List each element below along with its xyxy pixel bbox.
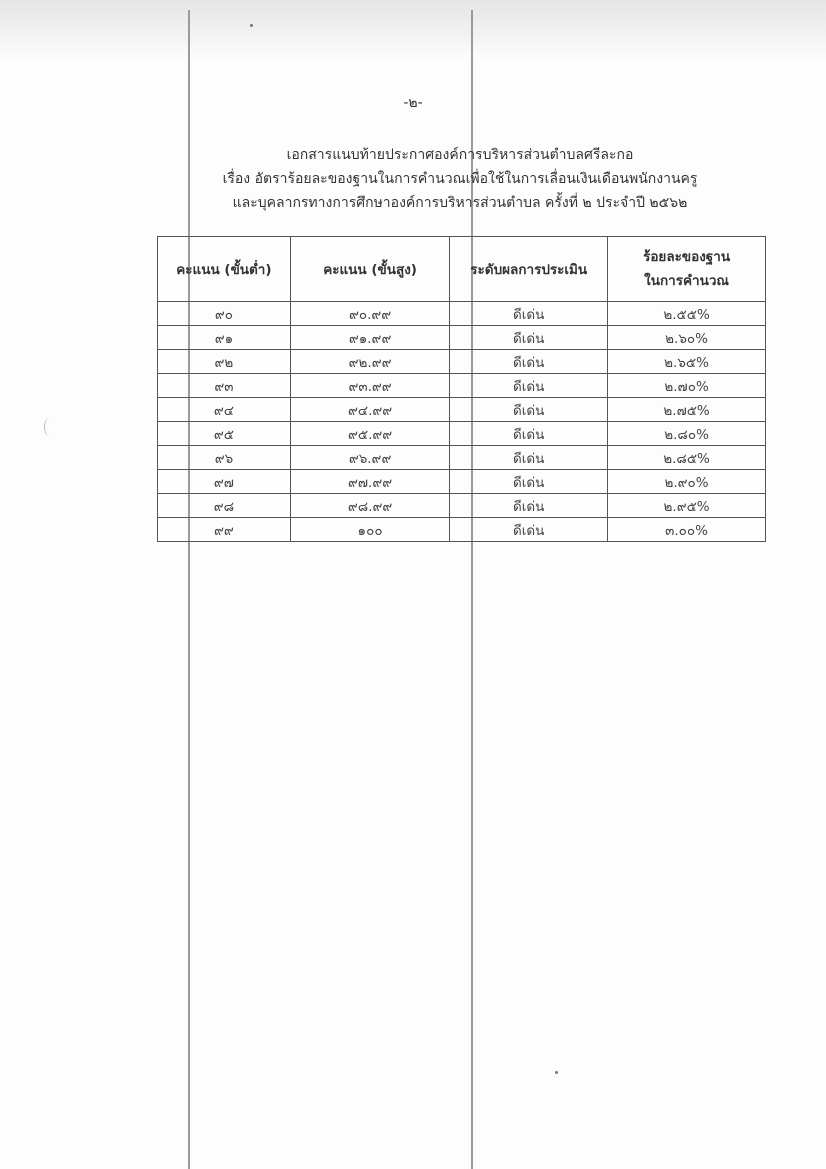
scan-edge-mark bbox=[44, 418, 55, 436]
heading-line-3: และบุคลากรทางการศึกษาองค์การบริหารส่วนตำบล ครั้งที่ ๒ ประจำปี ๒๕๖๒ bbox=[232, 195, 688, 211]
table-row bbox=[158, 302, 766, 326]
heading-line-2: เรื่อง อัตราร้อยละของฐานในการคำนวณเพื่อใช้ในการเลื่อนเงินเดือนพนักงานครู bbox=[222, 171, 698, 187]
cell-max-score: ๙๐.๙๙ bbox=[290, 302, 449, 326]
cell-evaluation-level: ดีเด่น bbox=[450, 326, 608, 350]
cell-evaluation-level: ดีเด่น bbox=[450, 398, 608, 422]
table-row bbox=[158, 398, 766, 422]
cell-max-score: ๙๑.๙๙ bbox=[290, 326, 449, 350]
cell-min-score: ๙๙ bbox=[158, 518, 291, 542]
cell-max-score: ๙๗.๙๙ bbox=[290, 470, 449, 494]
cell-min-score: ๙๓ bbox=[158, 374, 291, 398]
table-row bbox=[158, 494, 766, 518]
cell-evaluation-level: ดีเด่น bbox=[450, 302, 608, 326]
page-number: -๒- bbox=[403, 95, 423, 111]
cell-min-score: ๙๔ bbox=[158, 398, 291, 422]
cell-evaluation-level: ดีเด่น bbox=[450, 446, 608, 470]
table-row bbox=[158, 350, 766, 374]
cell-base-percentage: ๒.๙๕% bbox=[608, 494, 766, 518]
scan-shadow-top bbox=[0, 0, 826, 62]
cell-min-score: ๙๒ bbox=[158, 350, 291, 374]
cell-base-percentage: ๒.๗๕% bbox=[608, 398, 766, 422]
cell-evaluation-level: ดีเด่น bbox=[450, 518, 608, 542]
table-row bbox=[158, 518, 766, 542]
header-min-score: คะแนน (ขั้นต่ำ) bbox=[158, 237, 291, 302]
scan-speck bbox=[555, 1071, 558, 1074]
table-row bbox=[158, 446, 766, 470]
cell-evaluation-level: ดีเด่น bbox=[450, 350, 608, 374]
table-row bbox=[158, 470, 766, 494]
cell-evaluation-level: ดีเด่น bbox=[450, 494, 608, 518]
cell-min-score: ๙๑ bbox=[158, 326, 291, 350]
cell-base-percentage: ๒.๘๐% bbox=[608, 422, 766, 446]
cell-min-score: ๙๕ bbox=[158, 422, 291, 446]
table-row bbox=[158, 422, 766, 446]
table-row bbox=[158, 374, 766, 398]
cell-base-percentage: ๒.๗๐% bbox=[608, 374, 766, 398]
cell-base-percentage: ๒.๙๐% bbox=[608, 470, 766, 494]
cell-max-score: ๙๒.๙๙ bbox=[290, 350, 449, 374]
cell-max-score: ๙๓.๙๙ bbox=[290, 374, 449, 398]
table-header-row bbox=[158, 237, 766, 302]
heading-line-1: เอกสารแนบท้ายประกาศองค์การบริหารส่วนตำบลศรีละกอ bbox=[286, 147, 634, 163]
cell-base-percentage: ๓.๐๐% bbox=[608, 518, 766, 542]
cell-base-percentage: ๒.๕๕% bbox=[608, 302, 766, 326]
cell-base-percentage: ๒.๖๕% bbox=[608, 350, 766, 374]
cell-base-percentage: ๒.๖๐% bbox=[608, 326, 766, 350]
cell-base-percentage: ๒.๘๕% bbox=[608, 446, 766, 470]
header-base-percentage: ร้อยละของฐาน ในการคำนวณ bbox=[608, 237, 766, 302]
table-row bbox=[158, 326, 766, 350]
cell-min-score: ๙๖ bbox=[158, 446, 291, 470]
cell-min-score: ๙๗ bbox=[158, 470, 291, 494]
cell-evaluation-level: ดีเด่น bbox=[450, 470, 608, 494]
cell-max-score: ๑๐๐ bbox=[290, 518, 449, 542]
cell-min-score: ๙๘ bbox=[158, 494, 291, 518]
percentage-rate-table bbox=[157, 236, 766, 542]
cell-max-score: ๙๘.๙๙ bbox=[290, 494, 449, 518]
cell-evaluation-level: ดีเด่น bbox=[450, 422, 608, 446]
cell-min-score: ๙๐ bbox=[158, 302, 291, 326]
cell-max-score: ๙๕.๙๙ bbox=[290, 422, 449, 446]
header-evaluation-level: ระดับผลการประเมิน bbox=[450, 237, 608, 302]
header-max-score: คะแนน (ขั้นสูง) bbox=[290, 237, 449, 302]
cell-evaluation-level: ดีเด่น bbox=[450, 374, 608, 398]
cell-max-score: ๙๖.๙๙ bbox=[290, 446, 449, 470]
cell-max-score: ๙๔.๙๙ bbox=[290, 398, 449, 422]
scan-speck bbox=[250, 24, 253, 27]
document-heading bbox=[150, 143, 770, 215]
